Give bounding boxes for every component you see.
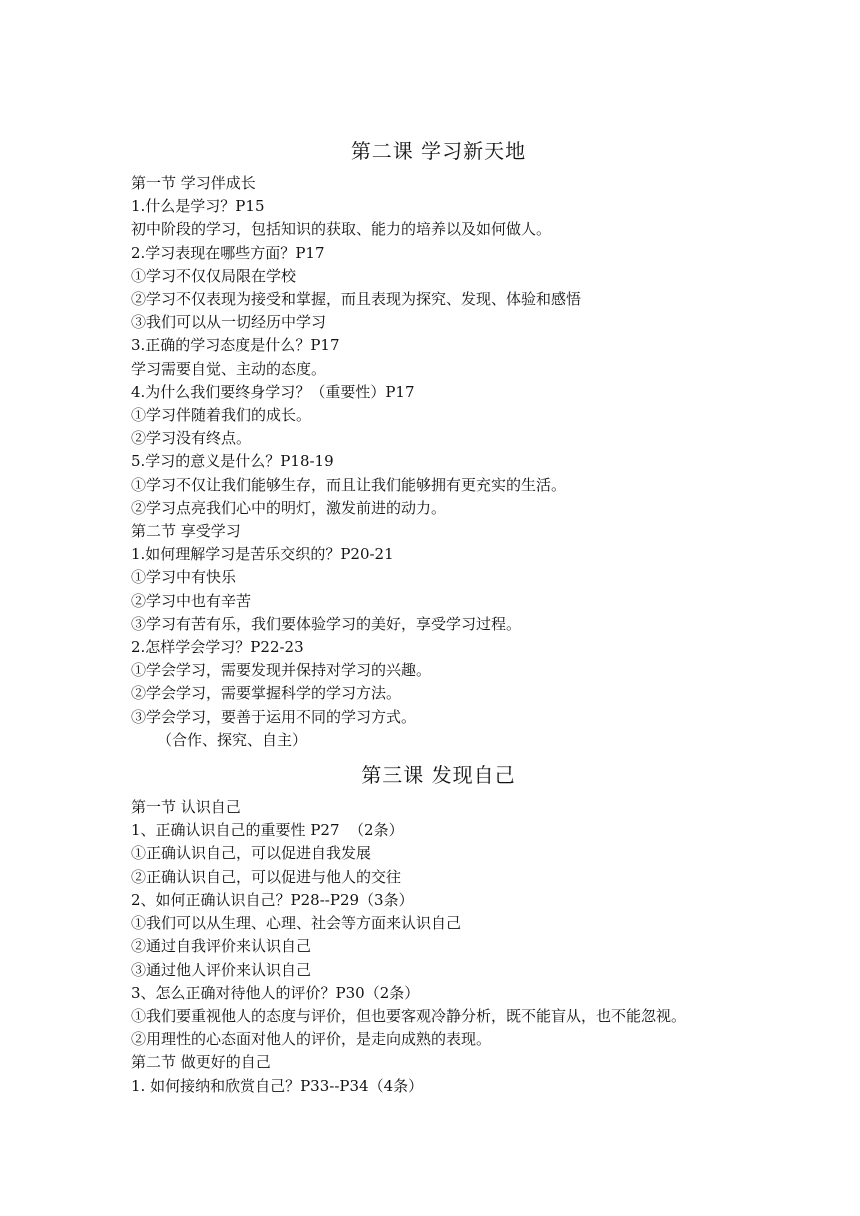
answer-line: ②学习不仅表现为接受和掌握，而且表现为探究、发现、体验和感悟	[131, 290, 582, 309]
question-line: 1.如何理解学习是苦乐交织的？P20-21	[131, 545, 394, 564]
answer-line: ②正确认识自己，可以促进与他人的交往	[131, 867, 402, 886]
section-heading-line: 第一节 学习伴成长	[131, 174, 256, 192]
answer-line: ①我们可以从生理、心理、社会等方面来认识自己	[131, 914, 462, 933]
note-line: （合作、探究、自主）	[157, 730, 308, 749]
lesson-3-title: 第三课 发现自己	[361, 763, 516, 788]
lesson-2-title: 第二课 学习新天地	[350, 139, 527, 163]
answer-line: ①学习中有快乐	[131, 568, 237, 587]
question-line: 2.学习表现在哪些方面？P17	[131, 243, 325, 262]
lesson-3-body	[131, 796, 746, 1098]
answer-line: ①学习不仅仅局限在学校	[131, 266, 297, 285]
lesson-2-body	[131, 172, 746, 752]
answer-line: ③学习有苦有乐，我们要体验学习的美好，享受学习过程。	[131, 614, 522, 633]
answer-line: ②通过自我评价来认识自己	[131, 937, 312, 956]
question-line: 3、怎么正确对待他人的评价？P30（2条）	[131, 983, 420, 1002]
answer-line: ③通过他人评价来认识自己	[131, 960, 312, 979]
answer-line: ②学会学习，需要掌握科学的学习方法。	[131, 684, 402, 703]
question-line: 3.正确的学习态度是什么？P17	[131, 336, 340, 355]
section-heading-line: 第二节 享受学习	[131, 522, 241, 541]
section-heading-line: 第一节 认识自己	[131, 798, 241, 817]
question-line: 2.怎样学会学习？P22-23	[131, 638, 304, 657]
question-line: 1.什么是学习？P15	[131, 197, 265, 216]
answer-line: ②用理性的心态面对他人的评价，是走向成熟的表现。	[131, 1030, 492, 1049]
question-line: 4.为什么我们要终身学习？（重要性）P17	[131, 382, 415, 401]
answer-line: 学习需要自觉、主动的态度。	[131, 359, 327, 378]
answer-line: ③我们可以从一切经历中学习	[131, 313, 327, 332]
answer-line: ③学会学习，要善于运用不同的学习方式。	[131, 707, 417, 726]
answer-line: ②学习中也有辛苦	[131, 591, 252, 610]
document-page	[131, 138, 746, 1098]
answer-line: 初中阶段的学习，包括知识的获取、能力的培养以及如何做人。	[131, 220, 552, 239]
answer-line: ①学习不仅让我们能够生存，而且让我们能够拥有更充实的生活。	[131, 475, 567, 494]
question-line: 1. 如何接纳和欣赏自己？P33--P34（4条）	[131, 1076, 424, 1095]
question-line: 1、正确认识自己的重要性 P27 （2条）	[131, 821, 404, 840]
answer-line: ①我们要重视他人的态度与评价，但也要客观冷静分析，既不能盲从，也不能忽视。	[131, 1006, 687, 1025]
answer-line: ①正确认识自己，可以促进自我发展	[131, 844, 372, 863]
answer-line: ①学会学习，需要发现并保持对学习的兴趣。	[131, 661, 432, 680]
question-line: 2、如何正确认识自己？P28--P29（3条）	[131, 890, 414, 909]
answer-line: ②学习点亮我们心中的明灯，激发前进的动力。	[131, 498, 447, 517]
answer-line: ②学习没有终点。	[131, 429, 252, 448]
section-heading-line: 第二节 做更好的自己	[131, 1053, 271, 1072]
question-line: 5.学习的意义是什么？P18-19	[131, 452, 334, 471]
answer-line: ①学习伴随着我们的成长。	[131, 406, 312, 425]
